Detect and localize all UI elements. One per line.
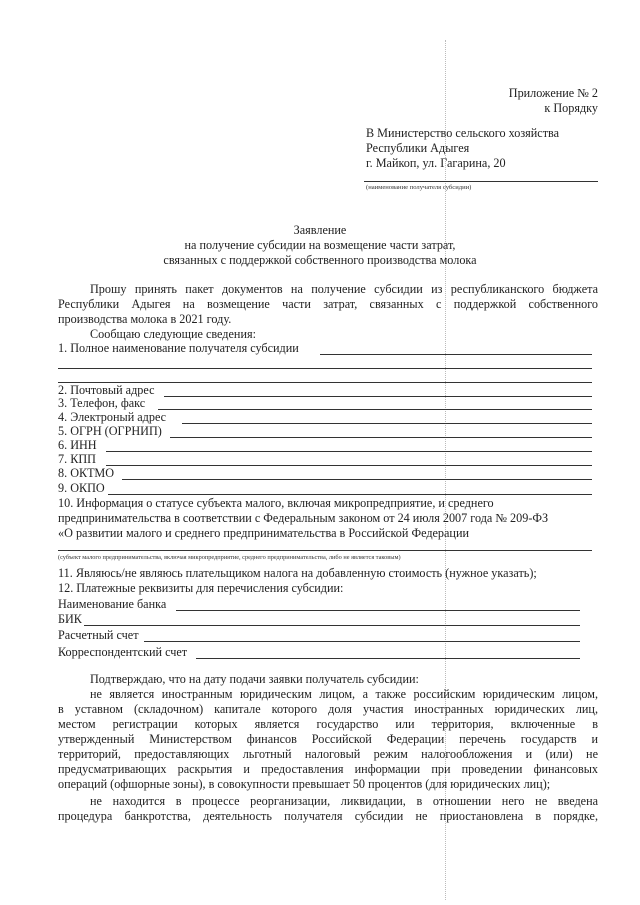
recipient-name-underline [364,181,598,182]
field-full-name-label: 1. Полное наименование получателя субсидии [58,341,299,355]
sme-status-caption: (субъект малого предпринимательства, включая микропредприятие, среднего предпринимательства, либо не является таковым) [58,554,401,561]
bank-name-input-line[interactable] [176,610,580,611]
sme-status-input-line[interactable] [58,550,592,551]
field-sme-status-line-1: 10. Информация о статусе субъекта малого, включая микропредприятие, и среднего [58,496,494,510]
okpo-input-line[interactable] [108,494,592,495]
bank-name-label: Наименование банка [58,597,167,611]
confirmation-p1-line-1: не является иностранным юридическим лицом, а также российским юридическим лицом, [90,687,598,701]
confirmation-p1-line-7: операций (офшорные зоны), в совокупности превышает 50 процентов (для юридических лиц); [58,777,551,791]
field-payment-details-label: 12. Платежные реквизиты для перечисления субсидии: [58,581,344,595]
settlement-account-label: Расчетный счет [58,628,139,642]
correspondent-account-input-line[interactable] [196,658,580,659]
request-line-1: Прошу принять пакет документов на получение субсидии из республиканского бюджета [90,282,598,296]
full-name-input-line-2[interactable] [58,368,592,369]
email-input-line[interactable] [182,423,592,424]
field-postal-address-label: 2. Почтовый адрес [58,383,155,397]
inn-input-line[interactable] [106,451,592,452]
kpp-input-line[interactable] [106,465,592,466]
postal-address-input-line[interactable] [164,396,592,397]
request-line-3: производства молока в 2021 году. [58,312,232,326]
confirmation-p1-line-2: в уставном (складочном) капитале которого доля участия иностранных юридических лиц, [58,702,598,716]
title-subtitle-2: связанных с поддержкой собственного производства молока [163,253,477,267]
phone-fax-input-line[interactable] [158,409,592,410]
ogrn-input-line[interactable] [170,437,592,438]
field-sme-status-line-2: предпринимательства в соответствии с Федеральным законом от 24 июля 2007 года № 209-ФЗ [58,511,549,525]
field-email-label: 4. Электроный адрес [58,410,167,424]
request-line-4: Сообщаю следующие сведения: [90,327,256,341]
field-oktmo-label: 8. ОКТМО [58,466,115,480]
appendix-number: Приложение № 2 [508,86,598,100]
recipient-line-3: г. Майкоп, ул. Гагарина, 20 [366,156,506,170]
field-kpp-label: 7. КПП [58,452,96,466]
oktmo-input-line[interactable] [122,479,592,480]
field-ogrn-label: 5. ОГРН (ОГРНИП) [58,424,162,438]
field-sme-status-line-3: «О развитии малого и среднего предпринимательства в Российской Федерации [58,526,469,540]
correspondent-account-label: Корреспондентский счет [58,645,188,659]
full-name-input-line-1[interactable] [320,354,592,355]
request-line-2: Республики Адыгея на возмещение части затрат, связанных с поддержкой собственного [58,297,598,311]
confirmation-p1-line-4: утвержденный Министерством финансов Российской Федерации перечень государств и [58,732,598,746]
bik-label: БИК [58,612,82,626]
field-okpo-label: 9. ОКПО [58,481,105,495]
recipient-line-1: В Министерство сельского хозяйства [366,126,560,140]
confirmation-p2-line-1: не находится в процессе реорганизации, ликвидации, в отношении него не введена [90,794,598,808]
settlement-account-input-line[interactable] [144,641,580,642]
confirmation-p1-line-6: предусматривающих раскрытия и предоставления информации при проведении финансовых [58,762,598,776]
field-inn-label: 6. ИНН [58,438,97,452]
field-vat-status: 11. Являюсь/не являюсь плательщиком налога на добавленную стоимость (нужное указать); [58,566,537,580]
confirmation-p1-line-5: территорий, предоставляющих льготный налоговый режим налогообложения и (или) не [58,747,598,761]
confirmation-intro: Подтверждаю, что на дату подачи заявки получатель субсидии: [90,672,419,686]
bik-input-line[interactable] [84,625,580,626]
title-subtitle-1: на получение субсидии на возмещение части затрат, [184,238,456,252]
recipient-caption: (наименование получателя субсидии) [366,184,472,191]
confirmation-p1-line-3: местом регистрации которых является государство или территория, включенные в [58,717,598,731]
appendix-reference: к Порядку [544,101,598,115]
field-phone-fax-label: 3. Телефон, факс [58,396,146,410]
document-title: Заявление [293,223,347,237]
recipient-line-2: Республики Адыгея [366,141,470,155]
confirmation-p2-line-2: процедура банкротства, деятельность получателя субсидии не приостановлена в порядке, [58,809,598,823]
